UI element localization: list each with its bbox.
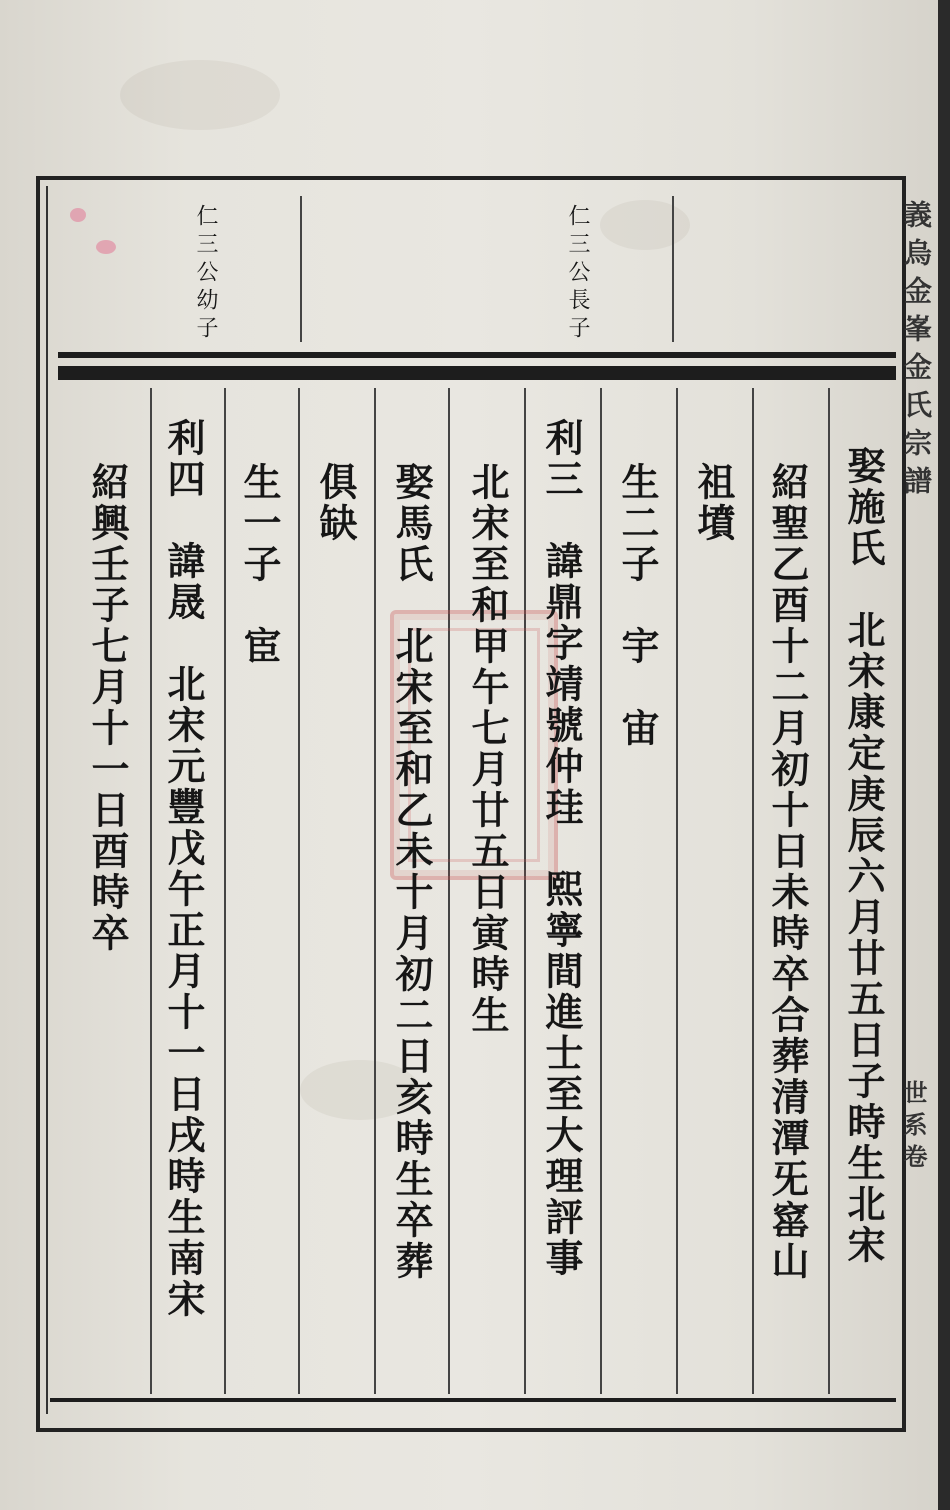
text-column: 祖墳 bbox=[691, 462, 736, 544]
header-divider bbox=[672, 196, 674, 342]
column-rule bbox=[448, 388, 450, 1394]
column-rule bbox=[374, 388, 376, 1394]
column-rule bbox=[600, 388, 602, 1394]
footer-rule bbox=[50, 1398, 896, 1402]
header-rule-top bbox=[58, 352, 896, 358]
column-rule bbox=[676, 388, 678, 1394]
header-label-right: 仁三公長子 bbox=[565, 204, 590, 344]
binding-edge bbox=[938, 0, 950, 1510]
margin-volume: 世系卷 bbox=[899, 1080, 928, 1176]
text-column: 北宋至和甲午七月廿五日寅時生 bbox=[465, 462, 510, 1036]
pink-mark bbox=[70, 208, 86, 222]
column-rule bbox=[524, 388, 526, 1394]
column-rule bbox=[752, 388, 754, 1394]
text-column: 俱缺 bbox=[313, 462, 358, 544]
column-rule bbox=[224, 388, 226, 1394]
text-column: 利四 諱晟 北宋元豐戊午正月十一日戌時生南宋 bbox=[161, 418, 206, 1320]
text-column: 娶馬氏 北宋至和乙未十月初二日亥時生卒葬 bbox=[389, 462, 434, 1282]
column-rule bbox=[828, 388, 830, 1394]
text-column: 娶施氏 北宋康定庚辰六月廿五日子時生北宋 bbox=[841, 446, 886, 1266]
text-column: 生一子 宦 bbox=[237, 462, 282, 667]
paper-stain bbox=[120, 60, 280, 130]
text-column: 利三 諱鼎字靖號仲珪 熙寧間進士至大理評事 bbox=[539, 418, 584, 1279]
column-rule bbox=[150, 388, 152, 1394]
column-rule bbox=[298, 388, 300, 1394]
pink-mark bbox=[96, 240, 116, 254]
text-column: 紹興壬子七月十一日酉時卒 bbox=[85, 462, 130, 954]
text-column: 紹聖乙酉十二月初十日未時卒合葬清潭旡窰山 bbox=[765, 462, 810, 1282]
margin-book-title: 義烏金峯金氏宗譜 bbox=[900, 200, 933, 504]
header-divider bbox=[300, 196, 302, 342]
text-column: 生二子 宇 宙 bbox=[615, 462, 660, 749]
header-label-left: 仁三公幼子 bbox=[193, 204, 218, 344]
header-rule-bottom bbox=[58, 366, 896, 380]
